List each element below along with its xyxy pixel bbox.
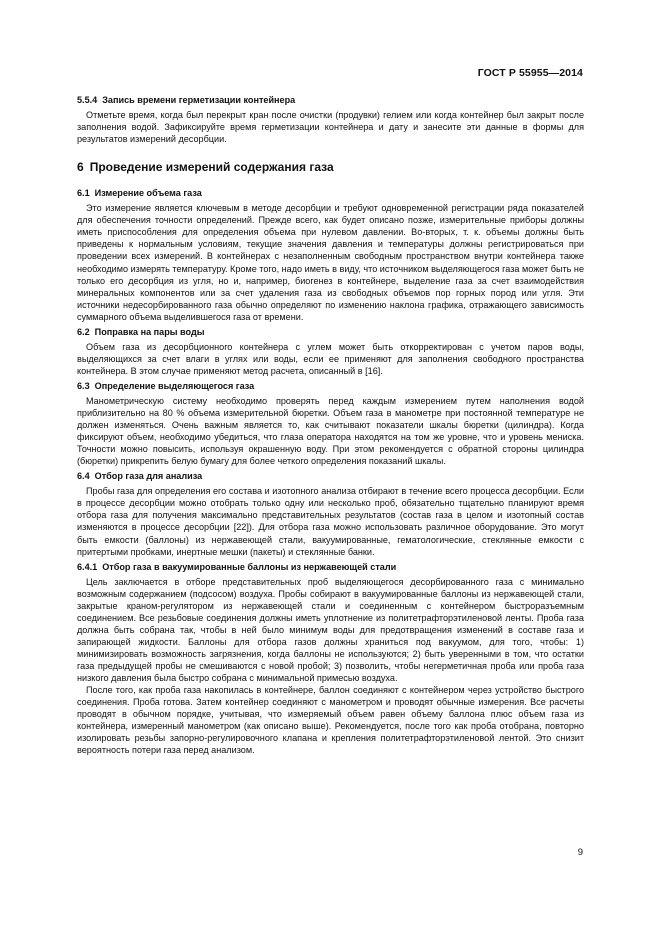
- section-number: 5.5.4: [77, 95, 98, 105]
- section-title: Определение выделяющегося газа: [94, 380, 255, 391]
- section-heading-6-4: [77, 470, 584, 482]
- section-title: Поправка на пары воды: [94, 326, 205, 337]
- section-heading-6-1: [77, 187, 584, 199]
- chapter-number: 6: [77, 160, 84, 175]
- section-number: 6.1: [77, 188, 90, 199]
- section-number: 6.2: [77, 326, 90, 337]
- section-title: Отбор газа для анализа: [94, 471, 203, 482]
- paragraph: Манометрическую систему необходимо проверять перед каждым измерением путем наполнения водой приблизительно на 80 % объема измерительной бюретки. Объем газа в манометре при постоянной температуре не должен изменяться. Очень важным является то, как считывают показатели шкалы бюретки (цилиндра). Когда фиксируют объем, необходимо убедиться, что глаза оператора находятся на том же уровне, что и уровень мениска. Точности можно повысить, используя окрашенную воду. При этом рекомендуется с обратной стороны цилиндра (бюретки) прикрепить белую бумагу для более четкого определения показаний шкалы.: [77, 395, 584, 467]
- section-heading-5-5-4: [77, 94, 584, 106]
- section-title: Отбор газа в вакуумированные баллоны из нержавеющей стали: [102, 561, 397, 572]
- standard-header: ГОСТ Р 55955—2014: [477, 67, 583, 79]
- paragraph: Отметьте время, когда был перекрыт кран после очистки (продувки) гелием или когда контейнер был закрыт после заполнения водой. Зафиксируйте время герметизации контейнера и дату и занесите эти данные в формы для результатов измерений десорбции.: [77, 110, 584, 145]
- section-number: 6.3: [77, 380, 90, 391]
- chapter-heading-6: [77, 161, 584, 173]
- page-number: 9: [577, 847, 583, 858]
- paragraph: Объем газа из десорбционного контейнера с углем может быть откорректирован с учетом паров воды, выделяющихся за счет влаги в углях или воды, если ее применяют для заполнения свободного пространства контейнера. В этом случае применяют метод расчета, описанный в [16].: [77, 341, 584, 376]
- section-title: Измерение объема газа: [94, 188, 202, 199]
- paragraph: Цель заключается в отборе представительных проб выделяющегося десорбированного газа с минимально возможным содержанием (подсосом) воздуха. Пробы собирают в вакуумированные баллоны из нержавеющей стали, закрытые краном-регулятором из нержавеющей стали и соединенным с контейнером быстроразъемным соединением. Все резьбовые соединения должны иметь уплотнение из политетрафторэтиленовой ленты. Проба газа должна быть собрана так, чтобы в ней было минимум воды для предотвращения изменений в составе газа и запирающей жидкости. Баллоны для отбора газов должны храниться под вакуумом, для того, чтобы: 1) минимизировать возможность загрязнения, когда баллоны не используются; 2) быть уверенными в том, что остатки газа предыдущей пробы не смешиваются с новой пробой; 3) позволить, чтобы негерметичная проба или проба газа низкого давления была быстро собрана с минимальной примесью воздуха.: [77, 576, 584, 684]
- paragraph: После того, как проба газа накопилась в контейнере, баллон соединяют с контейнером через устройство быстрого соединения. Проба готова. Затем контейнер соединяют с манометром и проводят обычные измерения. Все расчеты проводят в обычном порядке, учитывая, что измеряемый объем равен объему баллона плюс объем газа из контейнера, измеренный манометром (как описано выше). Рекомендуется, после того как проба отобрана, повторно изолировать резьбы запорно-регулировочного клапана и крепления политетрафторэтиленовой лентой. Это снизит вероятность потери газа перед анализом.: [77, 685, 584, 756]
- paragraph: Пробы газа для определения его состава и изотопного анализа отбирают в течение всего процесса десорбции. Если в процессе десорбции можно отобрать только одну или несколько проб, обязательно тщательно планируют время отбора газа для получения максимально представительных результатов (состав газа в целом и изотопный состав изменяются в процессе десорбции [22]). Для отбора газа можно использовать различное оборудование. Это могут быть емкости (баллоны) из нержавеющей стали, вакуумированные, гематологические, стеклянные емкости с притертыми пробками, инертные мешки (пакеты) и стеклянные банки.: [77, 486, 584, 557]
- section-heading-6-2: [77, 326, 584, 338]
- paragraph: Это измерение является ключевым в методе десорбции и требуют одновременной регистрации ряда показателей для обеспечения точности определений. Прежде всего, как будет описано позже, измерительные приборы должны иметь приспособления для определения объема при нулевом давлении. Во-вторых, т. к. объемы должны быть приведены к нормальным условиям, текущие значения давления и температуры должны регистрироваться при проведении всех измерений. В контейнерах с незаполненным свободным пространством внутри контейнера также необходимо измерять температуру. Кроме того, надо иметь в виду, что источником выделяющегося газа может быть не только его десорбция из угля, но и, например, биогенез в контейнере, выделение газа за счет взаимодействия минеральных компонентов или за счет удаления газа из свободных объемов пор горных пород или угля. Эти источники недесорбированного газа обычно определяют по изменению наклона графика, отражающего зависимость суммарного объема выделившегося газа от времени.: [77, 203, 584, 322]
- section-number: 6.4: [77, 471, 90, 482]
- section-heading-6-4-1: [77, 561, 584, 573]
- document-body: [77, 91, 584, 756]
- section-title: Запись времени герметизации контейнера: [102, 95, 296, 105]
- chapter-title: Проведение измерений содержания газа: [89, 160, 334, 175]
- section-heading-6-3: [77, 380, 584, 392]
- section-number: 6.4.1: [77, 561, 98, 572]
